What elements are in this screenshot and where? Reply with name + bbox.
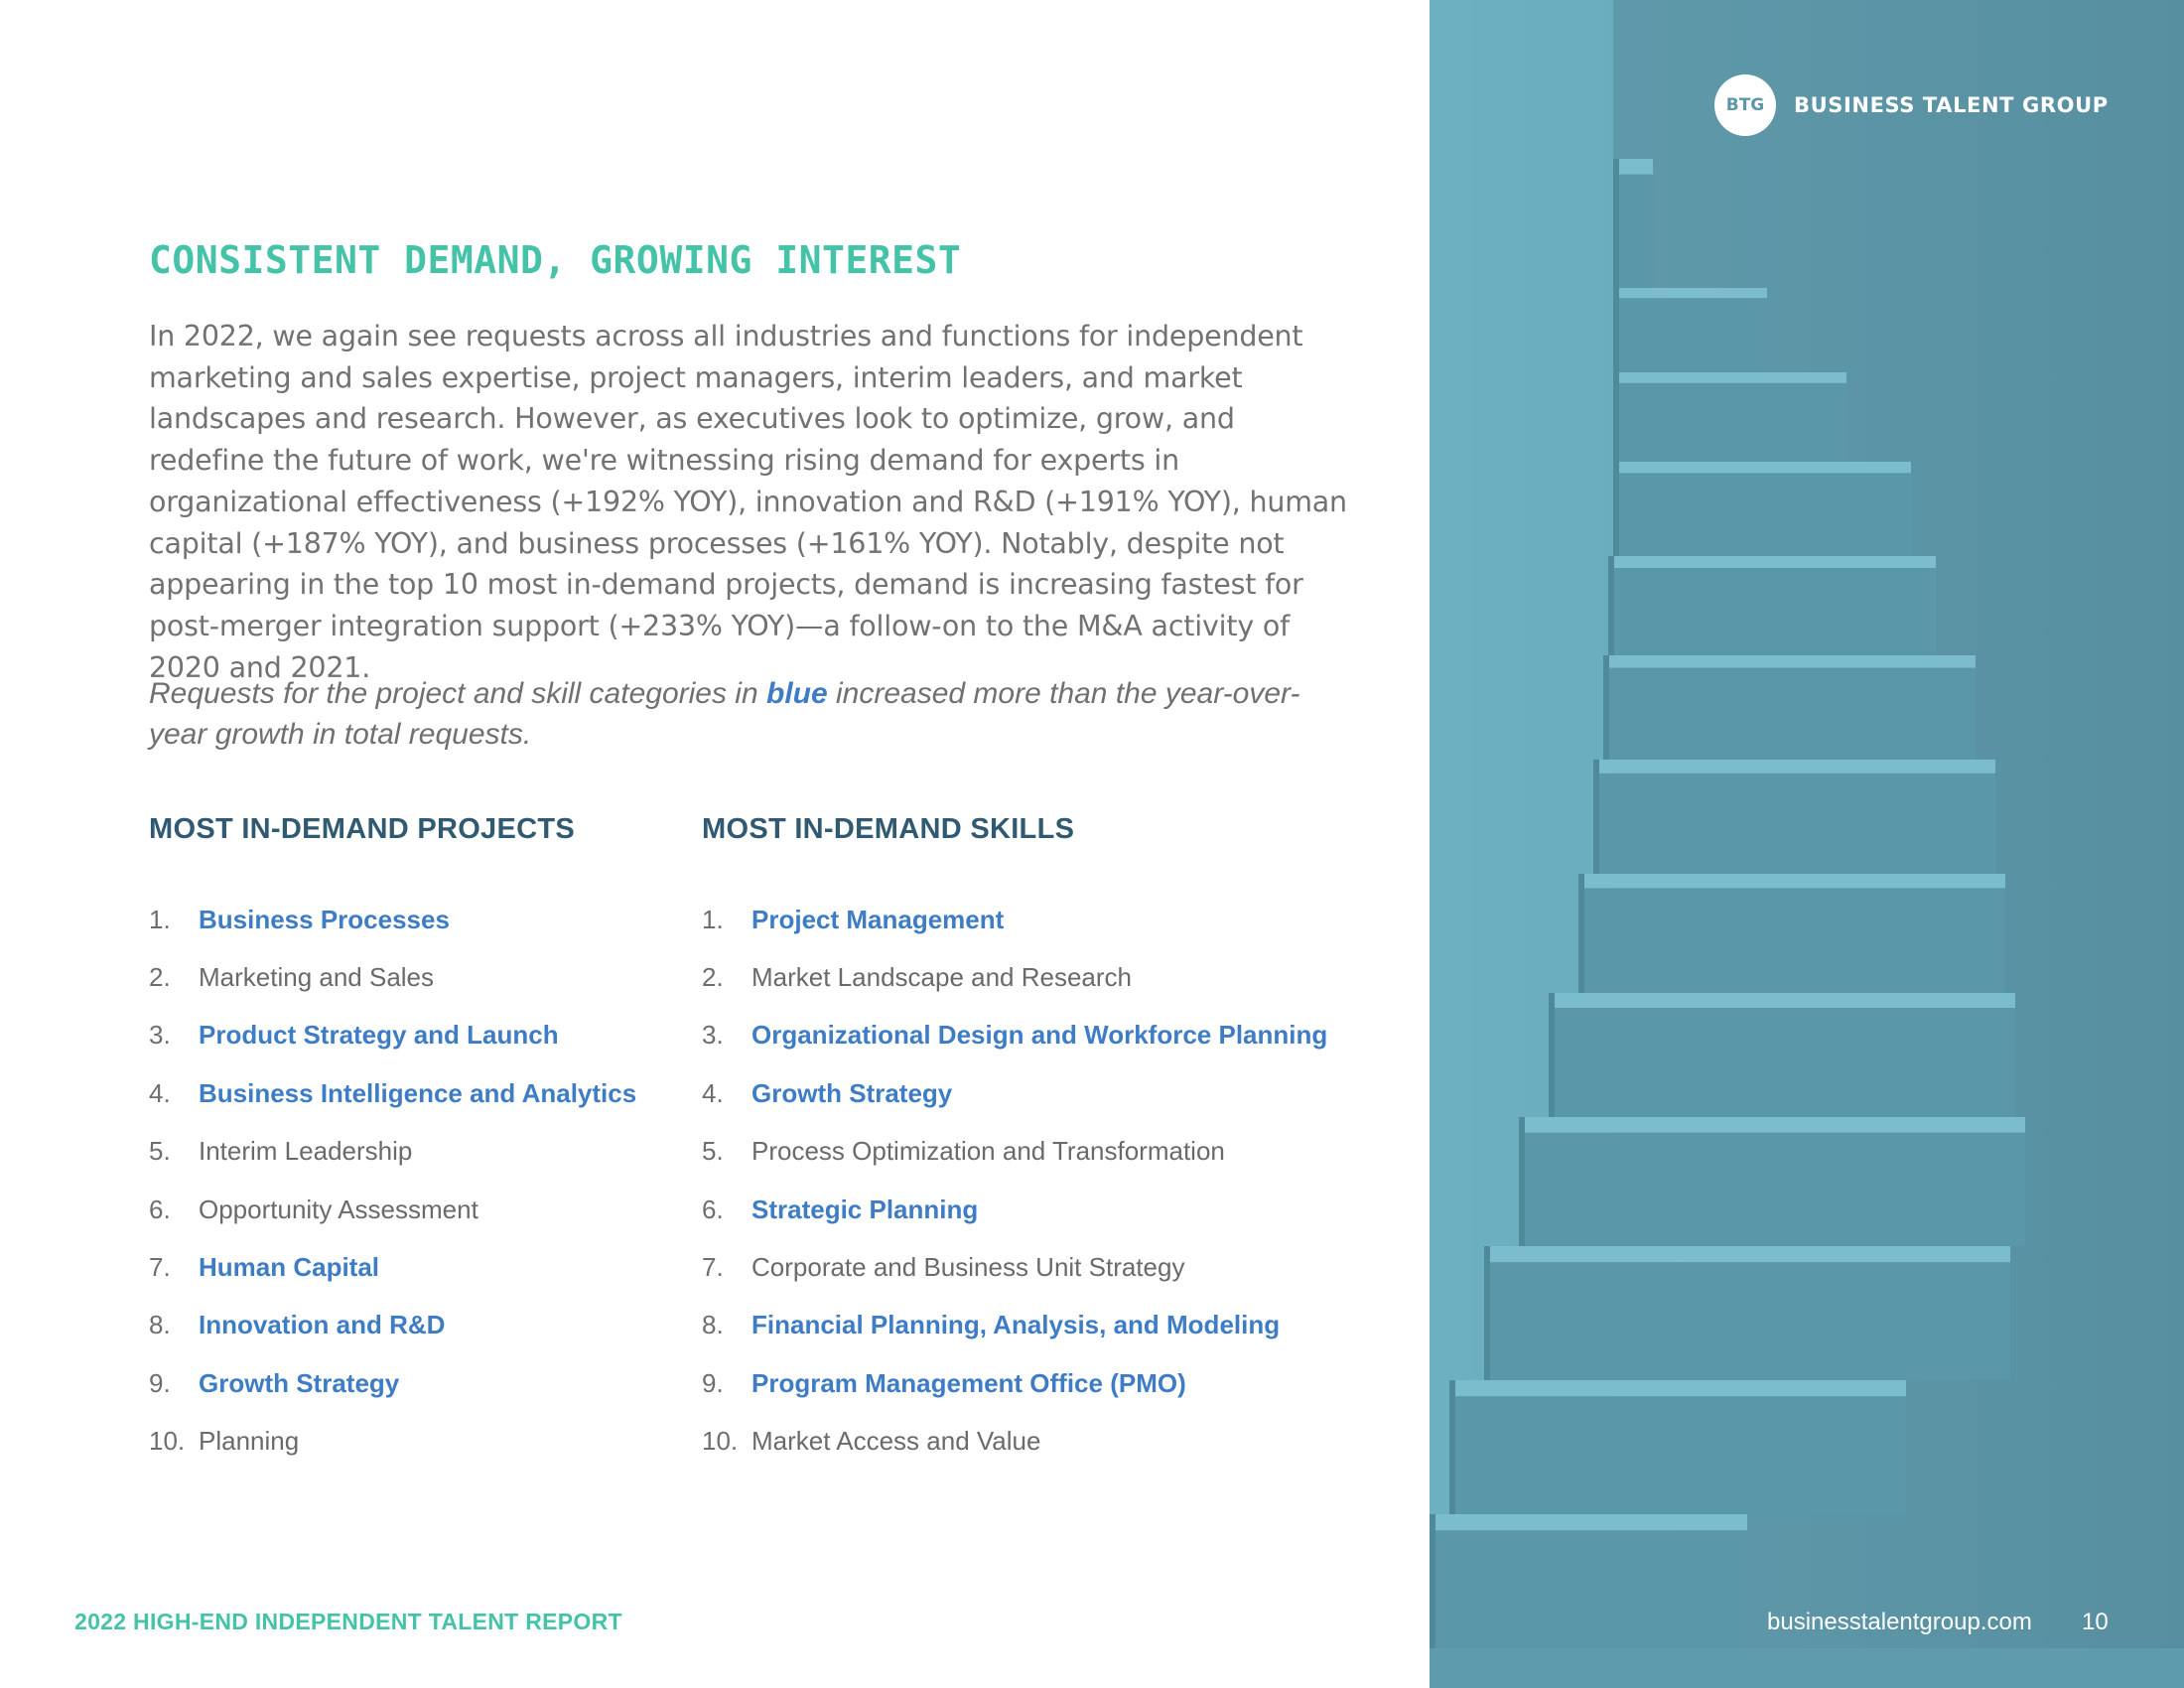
projects-item-label: Interim Leadership — [199, 1136, 413, 1167]
projects-item-label: Human Capital — [199, 1252, 380, 1283]
projects-item-number: 10. — [149, 1426, 186, 1457]
section-heading: CONSISTENT DEMAND, GROWING INTEREST — [149, 238, 962, 282]
btg-logo-name: BUSINESS TALENT GROUP — [1794, 93, 2109, 117]
skills-list-item — [702, 1354, 1397, 1412]
skills-item-label: Organizational Design and Workforce Planning — [751, 1020, 1328, 1051]
skills-list-item — [702, 1123, 1397, 1181]
projects-list-item — [149, 1123, 685, 1181]
skills-item-number: 3. — [702, 1020, 724, 1051]
skills-list-item — [702, 1007, 1397, 1064]
skills-item-label: Financial Planning, Analysis, and Modeling — [751, 1310, 1281, 1340]
note-text-after: increased more than the year-over-year growth in total requests. — [149, 677, 1300, 751]
btg-logo[interactable] — [1714, 74, 2109, 136]
projects-item-label: Growth Strategy — [199, 1367, 400, 1398]
projects-list-item — [149, 1007, 685, 1064]
skills-item-number: 2. — [702, 962, 724, 993]
projects-item-number: 6. — [149, 1194, 171, 1224]
skills-item-label: Growth Strategy — [751, 1077, 953, 1108]
skills-list-item — [702, 1064, 1397, 1122]
projects-item-number: 7. — [149, 1252, 171, 1283]
projects-list-item — [149, 1064, 685, 1122]
skills-item-label: Process Optimization and Transformation — [751, 1136, 1225, 1167]
skills-item-number: 8. — [702, 1310, 724, 1340]
skills-list — [702, 891, 1397, 1471]
projects-item-number: 8. — [149, 1310, 171, 1340]
footer-report-title: 2022 HIGH-END INDEPENDENT TALENT REPORT — [74, 1609, 622, 1634]
projects-list-item — [149, 1181, 685, 1238]
projects-item-number: 3. — [149, 1020, 171, 1051]
skills-item-label: Program Management Office (PMO) — [751, 1367, 1186, 1398]
projects-list-item — [149, 1413, 685, 1471]
skills-item-label: Corporate and Business Unit Strategy — [751, 1252, 1185, 1283]
projects-column — [149, 809, 685, 1471]
skills-title: MOST IN-DEMAND SKILLS — [702, 813, 1075, 845]
skills-item-label: Strategic Planning — [751, 1194, 979, 1224]
skills-item-number: 5. — [702, 1136, 724, 1167]
projects-item-label: Product Strategy and Launch — [199, 1020, 559, 1051]
skills-item-number: 9. — [702, 1367, 724, 1398]
skills-list-item — [702, 948, 1397, 1006]
projects-list-item — [149, 1238, 685, 1296]
projects-item-label: Marketing and Sales — [199, 962, 435, 993]
skills-column — [702, 809, 1397, 1471]
skills-item-number: 1. — [702, 904, 724, 934]
projects-item-number: 2. — [149, 962, 171, 993]
projects-item-label: Planning — [199, 1426, 300, 1457]
projects-item-label: Business Intelligence and Analytics — [199, 1077, 637, 1108]
skills-item-label: Market Landscape and Research — [751, 962, 1133, 993]
projects-title: MOST IN-DEMAND PROJECTS — [149, 813, 576, 845]
projects-item-label: Opportunity Assessment — [199, 1194, 478, 1224]
projects-item-number: 1. — [149, 904, 171, 934]
staircase-image-panel — [1430, 0, 2184, 1688]
skills-list-item — [702, 891, 1397, 948]
projects-item-label: Innovation and R&D — [199, 1310, 446, 1340]
staircase-illustration — [1430, 0, 2184, 1688]
projects-list-item — [149, 948, 685, 1006]
page-number: 10 — [2082, 1609, 2109, 1635]
highlight-note — [149, 673, 1350, 755]
projects-item-number: 9. — [149, 1367, 171, 1398]
projects-list-item — [149, 891, 685, 948]
btg-logo-mark: BTG — [1714, 74, 1776, 136]
skills-item-number: 7. — [702, 1252, 724, 1283]
skills-item-label: Project Management — [751, 904, 1005, 934]
skills-list-item — [702, 1181, 1397, 1238]
skills-list-item — [702, 1297, 1397, 1354]
skills-item-number: 6. — [702, 1194, 724, 1224]
projects-item-number: 5. — [149, 1136, 171, 1167]
note-text-before: Requests for the project and skill categories in — [149, 677, 766, 710]
skills-item-label: Market Access and Value — [751, 1426, 1041, 1457]
note-highlight-word: blue — [766, 677, 828, 710]
projects-list-item — [149, 1297, 685, 1354]
section-body: In 2022, we again see requests across all industries and functions for independent marketing and sales expertise, project managers, interim leaders, and market landscapes and research. However, as executives look to optimize, grow, and redefine the future of work, we're witnessing rising demand for experts in organizational effectiveness (+192% YOY), innovation and R&D (+191% YOY), human capital (+187% YOY), and business processes (+161% YOY). Notably, despite not appearing in the top 10 most in-demand projects, demand is increasing fastest for post-merger integration support (+233% YOY)—a follow-on to the M&A activity of 2020 and 2021. — [149, 320, 1347, 684]
footer-website-link[interactable]: businesstalentgroup.com — [1767, 1609, 2032, 1635]
skills-item-number: 4. — [702, 1077, 724, 1108]
projects-list-item — [149, 1354, 685, 1412]
skills-list-item — [702, 1238, 1397, 1296]
projects-item-label: Business Processes — [199, 904, 450, 934]
projects-list — [149, 891, 685, 1471]
skills-item-number: 10. — [702, 1426, 739, 1457]
projects-item-number: 4. — [149, 1077, 171, 1108]
skills-list-item — [702, 1413, 1397, 1471]
